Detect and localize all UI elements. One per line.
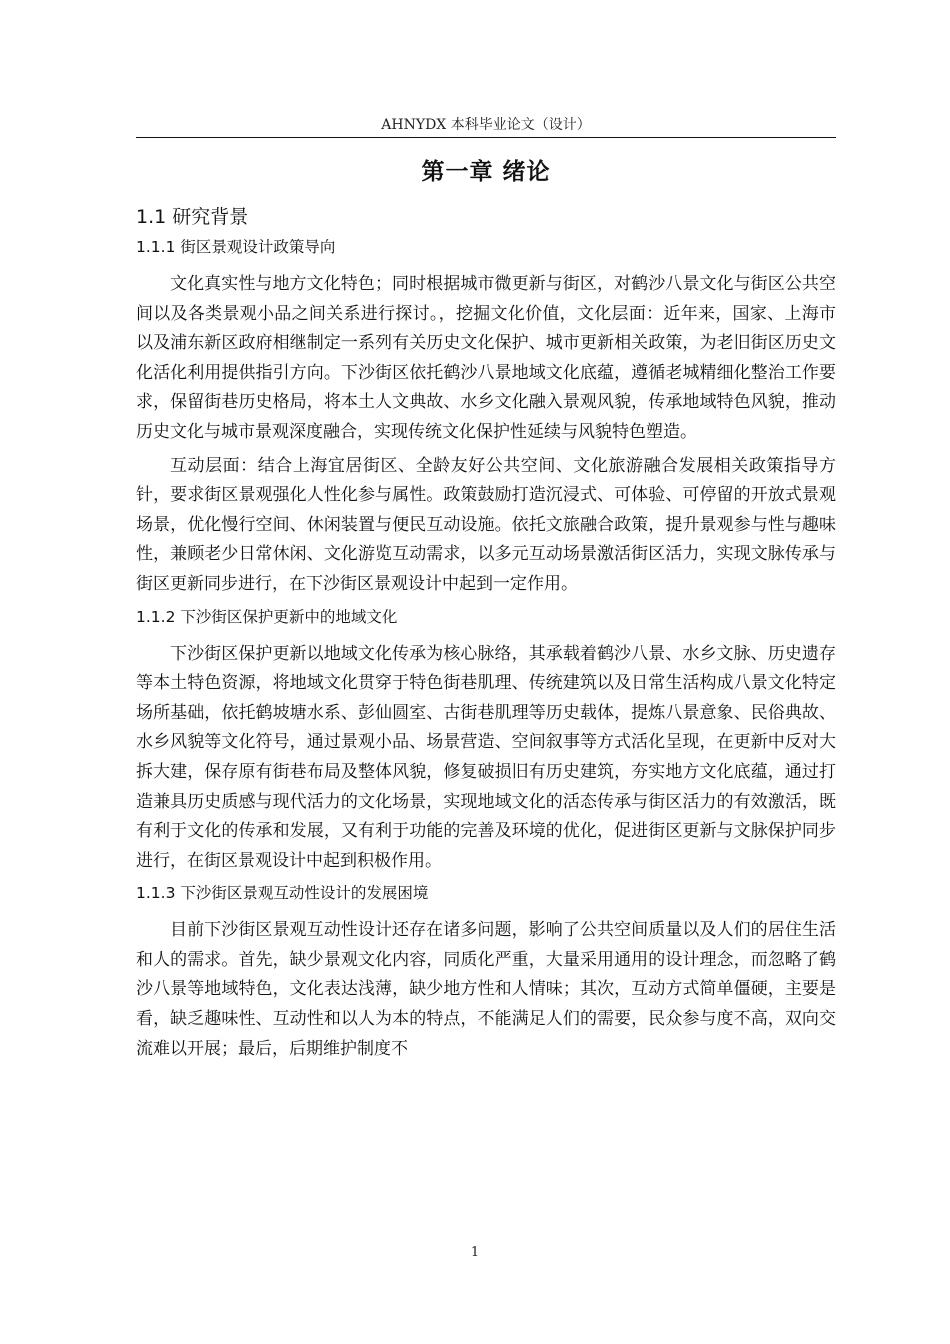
body-paragraph: 目前下沙街区景观互动性设计还存在诸多问题，影响了公共空间质量以及人们的居住生活和人的需求。首先，缺少景观文化内容，同质化严重，大量采用通用的设计理念，而忽略了鹤沙八景等地域特色，文化表达浅薄，缺少地方性和人情味；其次，互动方式简单僵硬，主要是看，缺乏趣味性、互动性和以人为本的特点，不能满足人们的需要，民众参与度不高，双向交流难以开展；最后，后期维护制度不 [136,920,836,1059]
body-paragraph: 文化真实性与地方文化特色；同时根据城市微更新与街区，对鹤沙八景文化与街区公共空间以及各类景观小品之间关系进行探讨。，挖掘文化价值，文化层面：近年来，国家、上海市以及浦东新区政府相继制定一系列有关历史文化保护、城市更新相关政策，为老旧街区历史文化活化利用提供指引方向。下沙街区依托鹤沙八景地域文化底蕴，遵循老城精细化整治工作要求，保留街巷历史格局，将本土人文典故、水乡文化融入景观风貌，传承地域特色风貌，推动历史文化与城市景观深度融合，实现传统文化保护性延续与风貌特色塑造。 [136,274,836,442]
running-header: AHNYDX 本科毕业论文（设计） [381,117,591,133]
page-body [136,156,836,1068]
body-paragraph: 下沙街区保护更新以地域文化传承为核心脉络，其承载着鹤沙八景、水乡文脉、历史遗存等本土特色资源，将地域文化贯穿于特色街巷肌理、传统建筑以及日常生活构成八景文化特定场所基础，依托鹤坡塘水系、彭仙圆室、古街巷肌理等历史载体，提炼八景意象、民俗典故、水乡风貌等文化符号，通过景观小品、场景营造、空间叙事等方式活化呈现，在更新中反对大拆大建，保存原有街巷布局及整体风貌，修复破损旧有历史建筑，夯实地方文化底蕴，通过打造兼具历史质感与现代活力的文化场景，实现地域文化的活态传承与街区活力的有效激活，既有利于文化的传承和发展，又有利于功能的完善及环境的优化，促进街区更新与文脉保护同步进行，在街区景观设计中起到积极作用。 [136,643,836,871]
page-number: 1 [470,1245,480,1260]
section-heading-1-1-3: 1.1.3 下沙街区景观互动性设计的发展困境 [136,884,429,903]
header-divider [136,137,836,138]
section-heading-1-1-1: 1.1.1 街区景观设计政策导向 [136,238,336,256]
section-heading-1-1: 1.1 研究背景 [136,206,249,228]
chapter-title: 第一章 绪论 [421,159,551,185]
section-heading-1-1-2: 1.1.2 下沙街区保护更新中的地域文化 [136,607,398,626]
body-paragraph: 互动层面：结合上海宜居街区、全龄友好公共空间、文化旅游融合发展相关政策指导方针，要求街区景观强化人性化参与属性。政策鼓励打造沉浸式、可体验、可停留的开放式景观场景，优化慢行空间、休闲装置与便民互动设施。依托文旅融合政策，提升景观参与性与趣味性，兼顾老少日常休闲、文化游览互动需求，以多元互动场景激活街区活力，实现文脉传承与街区更新同步进行，在下沙街区景观设计中起到一定作用。 [136,455,836,594]
